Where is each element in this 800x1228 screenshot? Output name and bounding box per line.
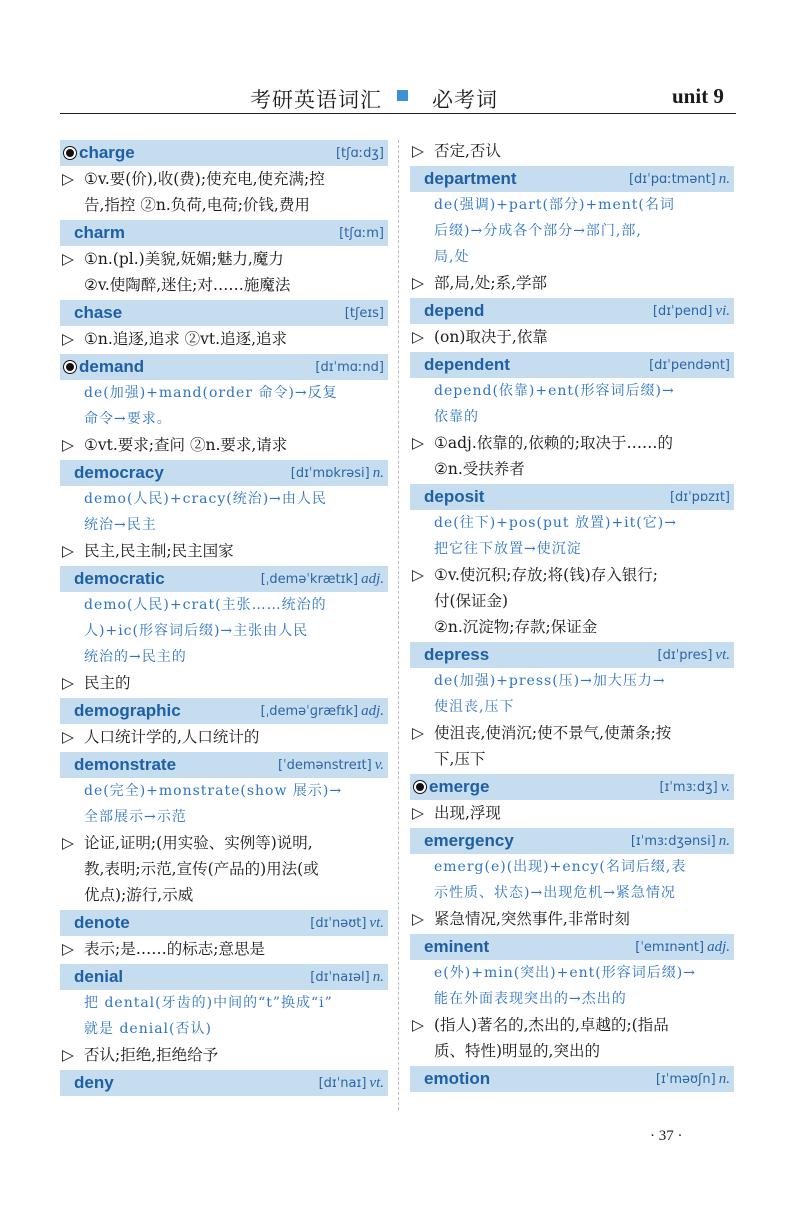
headword [74, 967, 123, 987]
phonetic-text: [tʃeɪs] [344, 305, 384, 321]
phonetic [315, 360, 384, 375]
headword [424, 1069, 490, 1089]
etymology-line: demo(人民)+crat(主张……统治的 [84, 597, 327, 613]
definition-line [60, 936, 388, 962]
part-of-speech: v. [374, 756, 384, 773]
triangle-icon: ▷ [62, 436, 74, 454]
headword-bar [410, 166, 734, 192]
headword-bar [410, 298, 734, 324]
etymology-line: 依靠的 [434, 409, 479, 425]
headword-bar [60, 220, 388, 246]
definition-line [410, 720, 734, 746]
definition-line [410, 138, 734, 164]
headword-text: emerge [429, 777, 490, 796]
headword-text: demand [79, 357, 145, 376]
phonetic [345, 306, 384, 321]
headword-text: depend [424, 301, 485, 320]
etymology-line: de(加强)+press(压)→加大压力→ [434, 673, 666, 689]
headword [74, 1073, 114, 1093]
definition-continuation: 下,压下 [434, 750, 486, 768]
headword-bar [410, 352, 734, 378]
definition-line [60, 830, 388, 856]
phonetic [629, 171, 730, 188]
headword-bar [410, 934, 734, 960]
headword-text: charge [79, 143, 135, 162]
etymology-line: de(完全)+monstrate(show 展示)→ [84, 783, 343, 799]
definition-text: 民主的 [84, 674, 131, 692]
part-of-speech: adj. [361, 570, 384, 587]
part-of-speech: n. [718, 832, 730, 849]
headword [429, 777, 659, 797]
etymology-line: demo(人民)+cracy(统治)→由人民 [84, 491, 327, 507]
headword-text: department [424, 169, 517, 188]
definition-text: 表示;是……的标志;意思是 [84, 940, 265, 958]
definition-text: 出现,浮现 [434, 804, 501, 822]
definition-line [60, 246, 388, 272]
definition-line [410, 270, 734, 296]
etymology-line: 命令→要求。 [84, 411, 172, 427]
triangle-icon: ▷ [62, 940, 74, 958]
etymology-line: 就是 denial(否认) [84, 1021, 212, 1037]
phonetic [670, 490, 730, 505]
etymology-line: 示性质、状态)→出现危机→紧急情况 [434, 885, 676, 901]
definition-line [60, 538, 388, 564]
phonetic [261, 571, 384, 588]
etymology-line: 后缀)→分成各个部分→部门,部, [434, 223, 642, 239]
definition-line [60, 670, 388, 696]
headword-bar [410, 828, 734, 854]
phonetic-text: [dɪˈpendənt] [649, 357, 730, 373]
headword-text: dependent [424, 355, 510, 374]
phonetic-text: [ˌdeməˈɡræfɪk] [260, 703, 359, 719]
headword-bar [60, 300, 388, 326]
headword-text: charm [74, 223, 126, 242]
headword-text: chase [74, 303, 123, 322]
page-number: · 37 · [650, 1128, 683, 1144]
headword-text: deposit [424, 487, 485, 506]
triangle-icon: ▷ [412, 910, 424, 928]
etymology-line: de(强调)+part(部分)+ment(名词 [434, 197, 675, 213]
triangle-icon: ▷ [62, 330, 74, 348]
part-of-speech: n. [718, 170, 730, 187]
part-of-speech: vt. [369, 914, 384, 931]
right-column [410, 138, 734, 1092]
unit-label: unit 9 [672, 84, 724, 108]
etymology-line: de(加强)+mand(order 命令)→反复 [84, 385, 338, 401]
phonetic [649, 358, 730, 373]
phonetic-text: [ɪˈmɜːdʒənsi] [630, 833, 716, 849]
phonetic-text: [ˈemɪnənt] [635, 939, 705, 955]
definition-line [60, 1042, 388, 1068]
definition-text: ①n.追逐,追求 ②vt.追逐,追求 [84, 330, 287, 348]
part-of-speech: adj. [361, 702, 384, 719]
etymology-line: 统治→民主 [84, 517, 157, 533]
definition-line [60, 326, 388, 352]
triangle-icon: ▷ [62, 1046, 74, 1064]
headword-bar [410, 1066, 734, 1092]
headword [79, 357, 315, 377]
headword [424, 937, 489, 957]
etymology-line: 把 dental(牙齿的)中间的“t”换成“i” [84, 995, 333, 1011]
triangle-icon: ▷ [412, 566, 424, 584]
triangle-icon: ▷ [412, 724, 424, 742]
phonetic-text: [tʃɑːm] [339, 225, 384, 241]
etymology-line: 统治的→民主的 [84, 649, 187, 665]
headword [424, 169, 517, 189]
headword-text: deny [74, 1073, 114, 1092]
phonetic [659, 779, 730, 796]
key-word-dot-icon [64, 147, 76, 159]
headword [424, 355, 510, 375]
phonetic-text: [ˈdemənstreɪt] [277, 757, 372, 773]
phonetic [310, 969, 384, 986]
definition-text: ①n.(pl.)美貌,妩媚;魅力,魔力 [84, 250, 284, 268]
definition-text: (指人)著名的,杰出的,卓越的;(指品 [434, 1016, 669, 1034]
phonetic [291, 465, 384, 482]
definition-text: 民主,民主制;民主国家 [84, 542, 234, 560]
headword-text: eminent [424, 937, 490, 956]
part-of-speech: vi. [715, 302, 730, 319]
part-of-speech: v. [720, 778, 730, 795]
headword-text: democratic [74, 569, 165, 588]
definition-text: 部,局,处;系,学部 [434, 274, 548, 292]
triangle-icon: ▷ [62, 170, 74, 188]
headword-bar [60, 910, 388, 936]
definition-line [60, 166, 388, 192]
header-title: 考研英语词汇 [250, 88, 382, 112]
etymology-line: 能在外面表现突出的→杰出的 [434, 991, 627, 1007]
etymology-line: 局,处 [434, 249, 470, 265]
headword-text: emergency [424, 831, 514, 850]
etymology-line: e(外)+min(突出)+ent(形容词后缀)→ [434, 965, 696, 981]
headword-text: democracy [74, 463, 164, 482]
phonetic [656, 1071, 730, 1088]
etymology-line: depend(依靠)+ent(形容词后缀)→ [434, 383, 675, 399]
phonetic-text: [ˌdeməˈkrætɪk] [260, 571, 359, 587]
triangle-icon: ▷ [62, 250, 74, 268]
phonetic-text: [dɪˈpɑːtmənt] [628, 171, 716, 187]
left-column [60, 138, 388, 1096]
triangle-icon: ▷ [62, 674, 74, 692]
definition-continuation: 教,表明;示范,宣传(产品的)用法(或 [84, 860, 319, 878]
definition-continuation: 告,指控 ②n.负荷,电荷;价钱,费用 [84, 196, 310, 214]
phonetic [653, 303, 730, 320]
column-divider [398, 140, 399, 1110]
headword-bar [60, 1070, 388, 1096]
key-word-dot-icon [414, 781, 426, 793]
part-of-speech: n. [372, 968, 384, 985]
headword-bar [60, 698, 388, 724]
phonetic-text: [dɪˈpɒzɪt] [669, 489, 730, 505]
definition-text: (on)取决于,依靠 [434, 328, 548, 346]
definition-line [410, 1012, 734, 1038]
definition-line [410, 324, 734, 350]
phonetic-text: [tʃɑːdʒ] [335, 145, 384, 161]
phonetic [278, 757, 384, 774]
part-of-speech: vt. [369, 1074, 384, 1091]
phonetic [635, 939, 730, 956]
headword-bar [410, 484, 734, 510]
definition-continuation: 质、特性)明显的,突出的 [434, 1042, 600, 1060]
definition-text: 论证,证明;(用实验、实例等)说明, [84, 834, 313, 852]
phonetic-text: [dɪˈpres] [657, 647, 713, 663]
header-rule [60, 113, 736, 114]
headword-bar [410, 774, 734, 800]
headword-text: emotion [424, 1069, 491, 1088]
phonetic-text: [dɪˈmɑːnd] [315, 359, 384, 375]
definition-line [410, 430, 734, 456]
definition-line [410, 800, 734, 826]
triangle-icon: ▷ [412, 328, 424, 346]
phonetic-text: [dɪˈpend] [652, 303, 713, 319]
phonetic-text: [dɪˈnaɪ] [318, 1075, 367, 1091]
headword-bar [60, 140, 388, 166]
definition-continuation: ②n.沉淀物;存款;保证金 [434, 618, 598, 636]
definition-text: 否认;拒绝,拒绝给予 [84, 1046, 219, 1064]
part-of-speech: n. [372, 464, 384, 481]
part-of-speech: adj. [707, 938, 730, 955]
part-of-speech: vt. [715, 646, 730, 663]
headword [74, 755, 176, 775]
headword [424, 301, 484, 321]
headword [424, 645, 489, 665]
triangle-icon: ▷ [62, 728, 74, 746]
definition-text: ①vt.要求;查问 ②n.要求,请求 [84, 436, 288, 454]
phonetic [336, 146, 384, 161]
headword [74, 701, 181, 721]
definition-continuation: 付(保证金) [434, 592, 509, 610]
phonetic [310, 915, 384, 932]
definition-text: ①v.使沉积;存放;将(钱)存入银行; [434, 566, 659, 584]
triangle-icon: ▷ [62, 542, 74, 560]
headword-text: demonstrate [74, 755, 177, 774]
definition-line [60, 724, 388, 750]
headword [79, 143, 336, 163]
etymology-line: de(往下)+pos(put 放置)+it(它)→ [434, 515, 677, 531]
headword-bar [60, 964, 388, 990]
triangle-icon: ▷ [412, 274, 424, 292]
headword [424, 487, 484, 507]
headword-text: depress [424, 645, 490, 664]
etymology-line: 使沮丧,压下 [434, 699, 515, 715]
headword-text: denote [74, 913, 130, 932]
headword-bar [60, 566, 388, 592]
definition-continuation: ②v.使陶醉,迷住;对……施魔法 [84, 276, 291, 294]
definition-line [410, 906, 734, 932]
phonetic [339, 226, 384, 241]
etymology-line: 人)+ic(形容词后缀)→主张由人民 [84, 623, 309, 639]
triangle-icon: ▷ [412, 434, 424, 452]
definition-text: ①adj.依靠的,依赖的;取决于……的 [434, 434, 673, 452]
part-of-speech: n. [718, 1070, 730, 1087]
triangle-icon: ▷ [412, 804, 424, 822]
headword [74, 463, 164, 483]
headword-bar [410, 642, 734, 668]
header-subtitle: 必考词 [432, 88, 498, 112]
headword-text: denial [74, 967, 124, 986]
etymology-line: 全部展示→示范 [84, 809, 187, 825]
headword [424, 831, 514, 851]
definition-line [410, 562, 734, 588]
phonetic [631, 833, 730, 850]
headword [74, 913, 130, 933]
definition-continuation: ②n.受扶养者 [434, 460, 525, 478]
phonetic [319, 1075, 384, 1092]
phonetic-text: [ɪˈmɜːdʒ] [659, 779, 718, 795]
phonetic [261, 703, 384, 720]
headword-bar [60, 460, 388, 486]
headword-bar [60, 752, 388, 778]
definition-text: 否定,否认 [434, 142, 501, 160]
header-square-icon [397, 90, 408, 101]
triangle-icon: ▷ [412, 142, 424, 160]
headword [74, 303, 122, 323]
phonetic-text: [ɪˈməʊʃn] [655, 1071, 716, 1087]
phonetic-text: [dɪˈnəʊt] [310, 915, 367, 931]
triangle-icon: ▷ [412, 1016, 424, 1034]
triangle-icon: ▷ [62, 834, 74, 852]
phonetic-text: [dɪˈnaɪəl] [310, 969, 370, 985]
key-word-dot-icon [64, 361, 76, 373]
definition-text: 使沮丧,使消沉;使不景气,使萧条;按 [434, 724, 672, 742]
headword [74, 569, 165, 589]
etymology-line: 把它往下放置→使沉淀 [434, 541, 582, 557]
headword-bar [60, 354, 388, 380]
etymology-line: emerg(e)(出现)+ency(名词后缀,表 [434, 859, 687, 875]
definition-line [60, 432, 388, 458]
headword [74, 223, 125, 243]
headword-text: demographic [74, 701, 181, 720]
definition-text: ①v.要(价),收(费);使充电,使充满;控 [84, 170, 325, 188]
definition-text: 紧急情况,突然事件,非常时刻 [434, 910, 630, 928]
definition-continuation: 优点);游行,示威 [84, 886, 194, 904]
definition-text: 人口统计学的,人口统计的 [84, 728, 260, 746]
phonetic [658, 647, 730, 664]
phonetic-text: [dɪˈmɒkrəsi] [290, 465, 370, 481]
